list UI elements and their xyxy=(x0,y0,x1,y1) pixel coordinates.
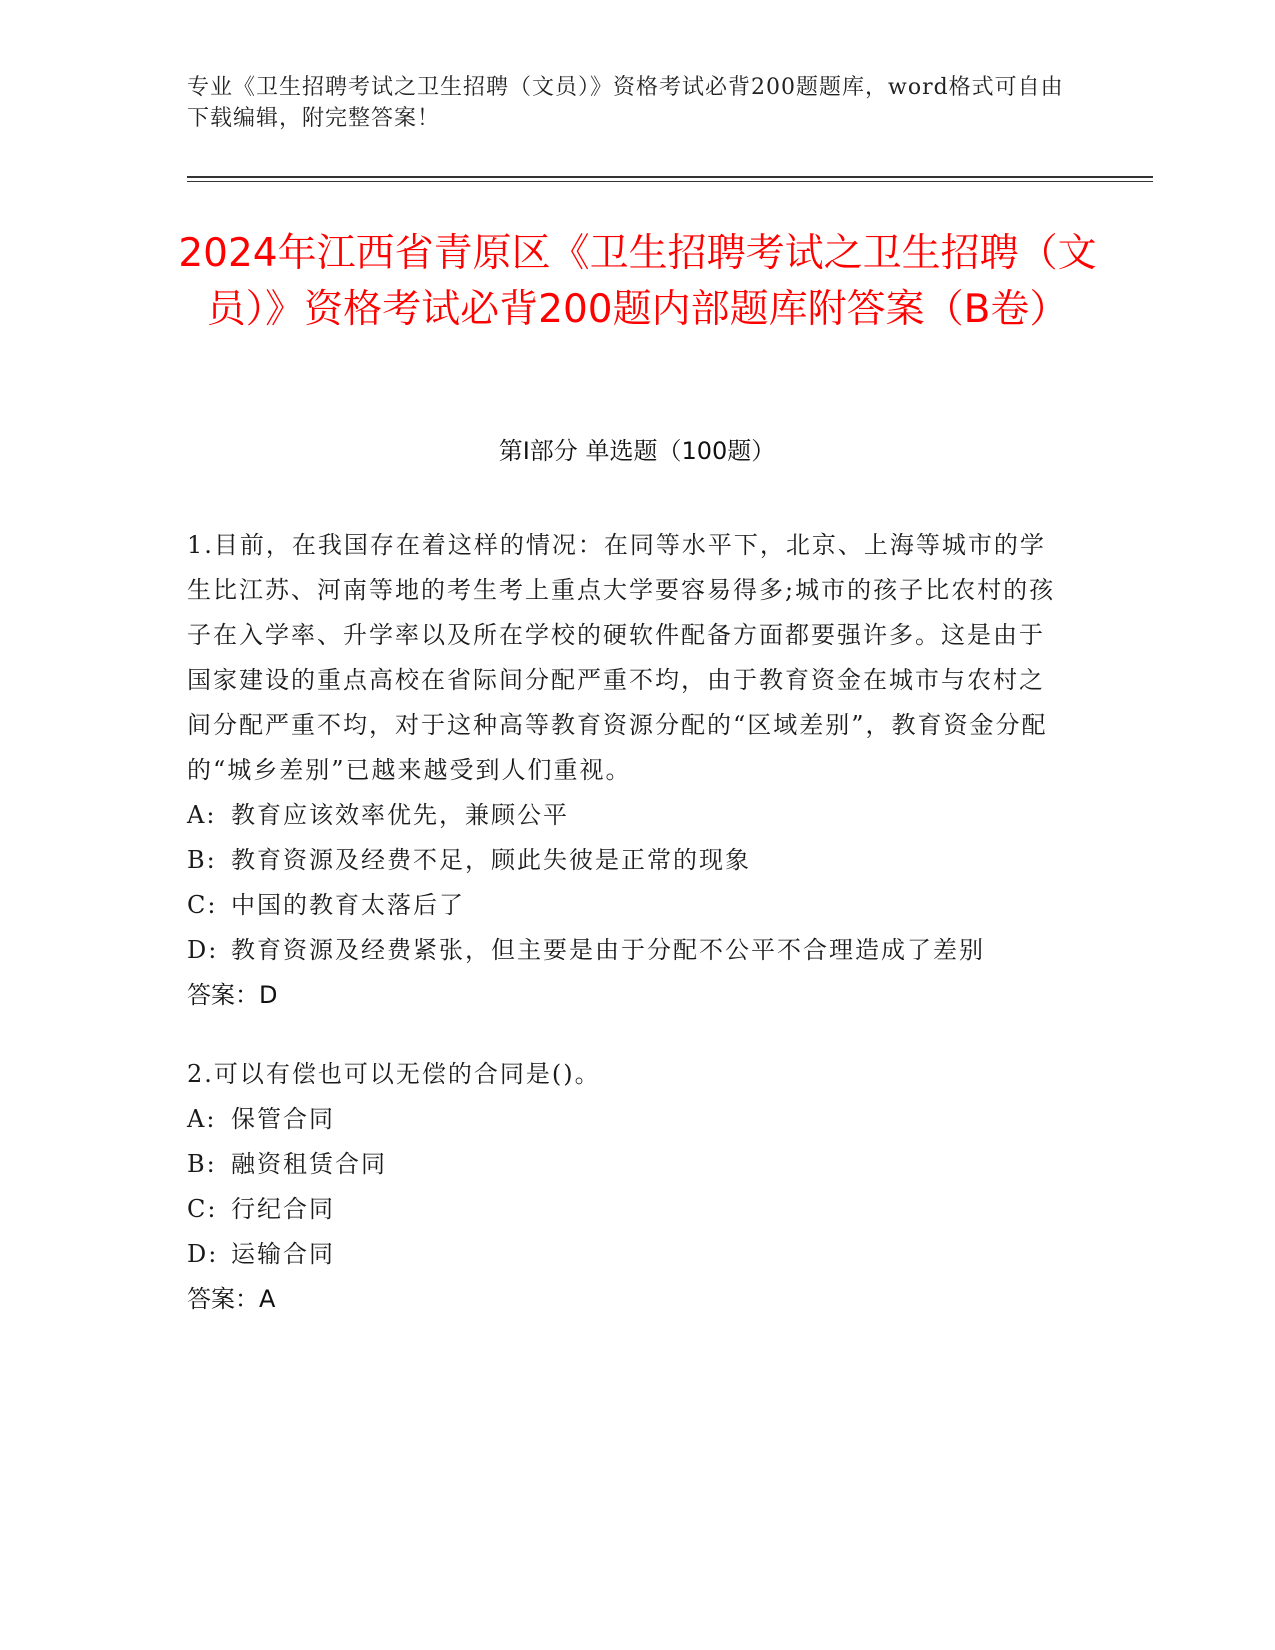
header-rule-thick xyxy=(187,176,1153,178)
option-d xyxy=(187,1232,1067,1277)
option-key: C: xyxy=(187,891,218,919)
option-b xyxy=(187,1142,1067,1187)
section-title: 第I部分 单选题（100题） xyxy=(498,437,776,465)
option-b xyxy=(187,838,1067,883)
option-text: 保管合同 xyxy=(231,1105,335,1133)
option-d xyxy=(187,928,1067,973)
header-note: 专业《卫生招聘考试之卫生招聘（文员）》资格考试必背200题题库，word格式可自由下载编辑，附完整答案！ xyxy=(187,75,1064,131)
option-a xyxy=(187,793,1067,838)
header-rule-thin xyxy=(187,181,1153,182)
question-stem: 1.目前，在我国存在着这样的情况：在同等水平下，北京、上海等城市的学生比江苏、河南等地的考生考上重点大学要容易得多;城市的孩子比农村的孩子在入学率、升学率以及所在学校的硬软件配备方面都要强许多。这是由于国家建设的重点高校在省际间分配严重不均，由于教育资金在城市与农村之间分配严重不均，对于这种高等教育资源分配的“区域差别”，教育资金分配的“城乡差别”已越来越受到人们重视。 xyxy=(187,531,1056,784)
option-key: D: xyxy=(187,1240,219,1268)
option-text: 教育应该效率优先，兼顾公平 xyxy=(231,801,569,829)
option-text: 运输合同 xyxy=(231,1240,335,1268)
question-stem: 2.可以有偿也可以无偿的合同是()。 xyxy=(187,1060,601,1088)
answer: 答案：D xyxy=(187,981,278,1009)
question-list xyxy=(187,523,1067,1356)
question-2 xyxy=(187,1052,1067,1322)
option-a xyxy=(187,1097,1067,1142)
option-text: 融资租赁合同 xyxy=(231,1150,387,1178)
option-key: B: xyxy=(187,846,217,874)
option-c xyxy=(187,883,1067,928)
option-text: 教育资源及经费紧张，但主要是由于分配不公平不合理造成了差别 xyxy=(231,936,985,964)
question-1 xyxy=(187,523,1067,1018)
option-text: 教育资源及经费不足，顾此失彼是正常的现象 xyxy=(231,846,751,874)
answer: 答案：A xyxy=(187,1285,276,1313)
option-key: A: xyxy=(187,1105,217,1133)
document-title: 2024年江西省青原区《卫生招聘考试之卫生招聘（文员）》资格考试必背200题内部题库附答案（B卷） xyxy=(178,231,1097,332)
option-c xyxy=(187,1187,1067,1232)
option-key: D: xyxy=(187,936,219,964)
option-key: C: xyxy=(187,1195,218,1223)
option-text: 行纪合同 xyxy=(231,1195,335,1223)
option-text: 中国的教育太落后了 xyxy=(231,891,465,919)
option-key: B: xyxy=(187,1150,217,1178)
option-key: A: xyxy=(187,801,217,829)
